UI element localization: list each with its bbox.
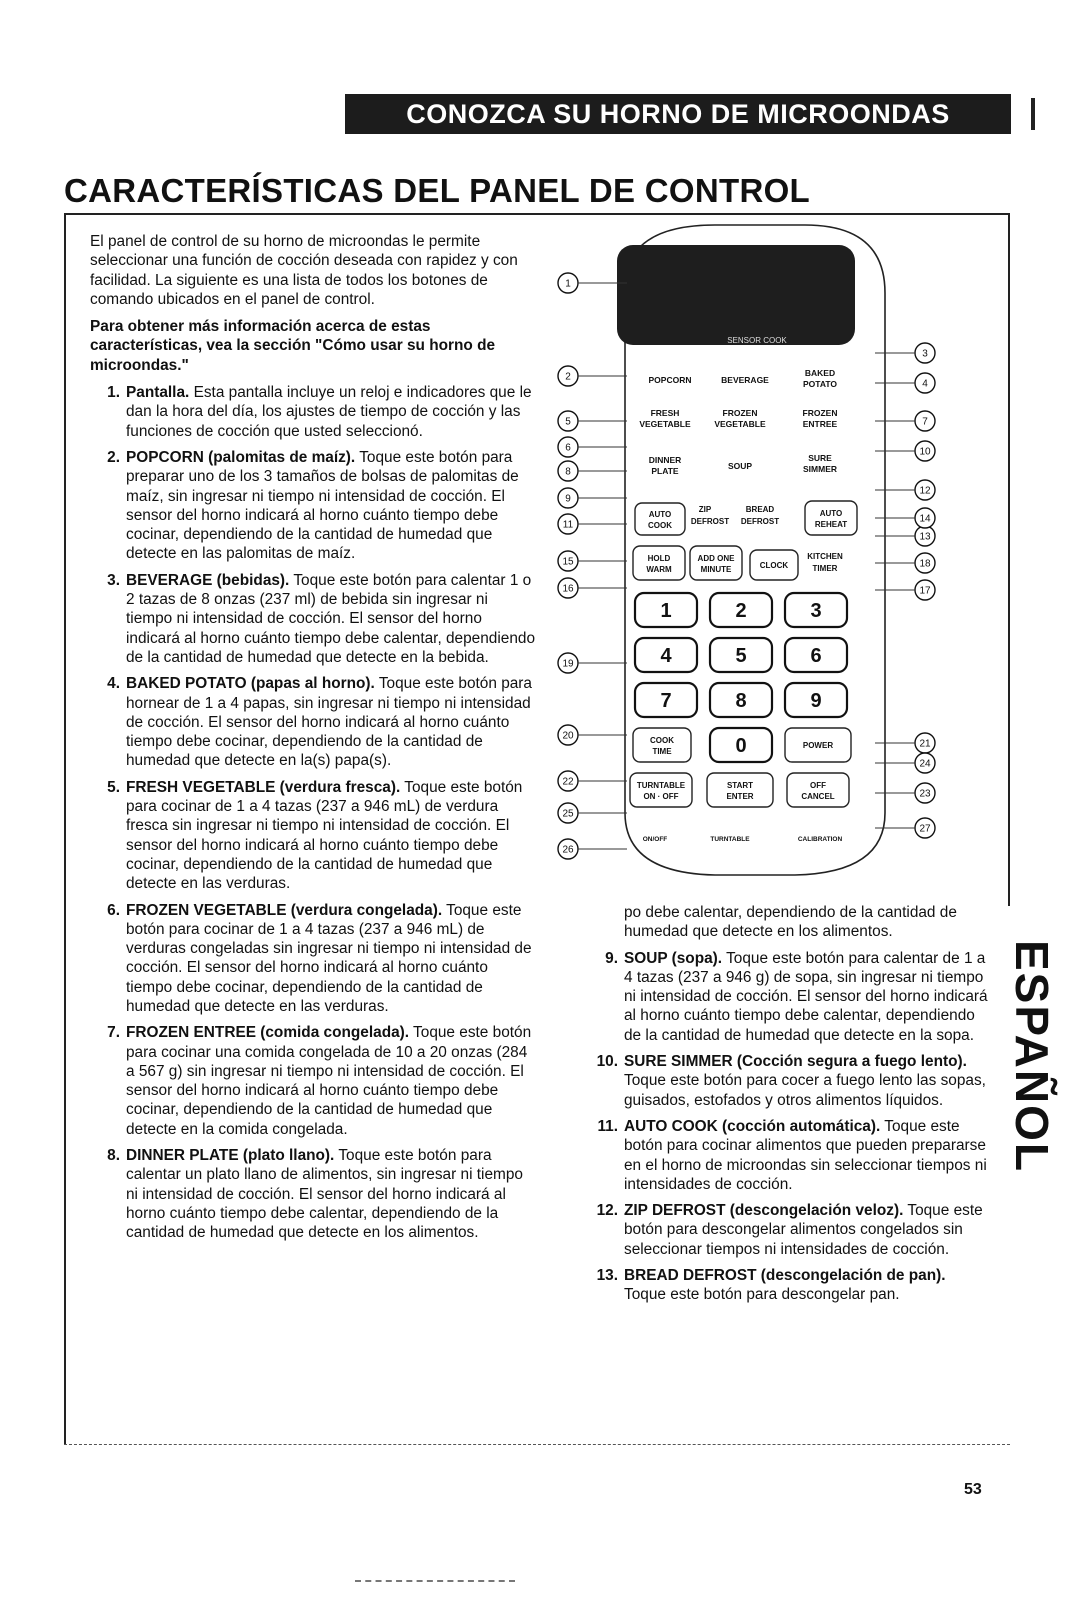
item-number: 7. [107, 1024, 120, 1042]
auto-reheat-button [805, 501, 857, 535]
list-item [90, 1146, 538, 1242]
turntable-button-label-2: ON · OFF [643, 792, 679, 801]
item-number: 9. [605, 949, 618, 967]
intro-note: Para obtener más información acerca de estas características, vea la sección "Cómo usar su horno de microondas." [90, 318, 496, 374]
item-text [126, 1023, 538, 1139]
auto-cook-button-label-2: COOK [648, 521, 672, 530]
callout-number: 20 [562, 730, 574, 742]
callout-number: 5 [565, 416, 571, 428]
list-item [90, 778, 538, 894]
item-description: Toque este botón para cocinar alimentos que pueden prepararse en el horno de microondas sin seleccionar tiempos ni intensidades de cocción. [624, 1117, 987, 1193]
dinner-plate-label-2: PLATE [651, 466, 679, 476]
item-heading: BREAD DEFROST (descongelación de pan). [624, 1267, 946, 1285]
off-button-label: OFF [810, 781, 826, 790]
start-button [707, 773, 773, 807]
item-number: 13. [596, 1267, 618, 1285]
footer-mark [355, 1580, 515, 1582]
kitchen-timer-label-2: TIMER [812, 564, 838, 573]
callout-number: 27 [919, 823, 931, 835]
number-key-label: 4 [660, 645, 672, 667]
callout-number: 1 [565, 278, 571, 290]
item-heading: POPCORN (palomitas de maíz). [126, 448, 356, 466]
frame-right-rule [1008, 213, 1010, 906]
add-minute-button [690, 546, 742, 580]
callout-number: 10 [919, 446, 931, 458]
hold-warm-button [633, 546, 685, 580]
number-key-label: 6 [810, 645, 822, 667]
item-8-continuation-text: po debe calentar, dependiendo de la cantidad de humedad que detecte en los alimentos. [624, 904, 957, 941]
callout-number: 6 [565, 442, 571, 454]
bread-defrost-label: BREAD [745, 505, 775, 514]
frame-bottom-rule [64, 1444, 1010, 1445]
callout-number: 15 [562, 556, 574, 568]
item-number [590, 903, 624, 942]
callout-number: 13 [919, 531, 931, 543]
callout-number: 25 [562, 808, 574, 820]
hold-warm-button-label: HOLD [647, 554, 671, 563]
item-description: Toque este botón para calentar de 1 a 4 tazas (237 a 946 g) de sopa, sin ingresar ni tiempo ni intensidad de cocción. El sensor del horno indicará al horno cuánto tiempo debe calentar, dependiendo de la cantidad de humedad que detecte en la sopa. [624, 949, 988, 1044]
callout-number: 24 [919, 758, 931, 770]
soup-label: SOUP [727, 461, 753, 471]
callout-number: 26 [562, 844, 574, 856]
beverage-label: BEVERAGE [721, 375, 769, 385]
banner-edge-mark [1031, 98, 1035, 130]
sure-simmer-label: SURE [808, 453, 832, 463]
item-heading: SOUP (sopa). [624, 949, 723, 967]
off-button [787, 773, 849, 807]
number-key-label: 2 [735, 600, 747, 622]
list-item [90, 901, 538, 1017]
number-key-label: 1 [660, 600, 672, 622]
left-text-column [90, 232, 538, 1250]
frozen-entree-label: FROZEN [802, 408, 838, 418]
frame-left-rule [64, 213, 66, 1445]
page-number: 53 [964, 1481, 982, 1498]
item-text [126, 674, 538, 770]
item-number: 5. [107, 778, 120, 796]
list-item [90, 674, 538, 770]
zip-defrost-label-2: DEFROST [690, 517, 730, 526]
number-key-label: 9 [810, 690, 822, 712]
section-banner: CONOZCA SU HORNO DE MICROONDAS [345, 94, 1011, 134]
item-number: 4. [107, 675, 120, 693]
callout-number: 12 [919, 485, 931, 497]
item-description: Toque este botón para cocer a fuego lento las sopas, guisados, estofados y otros alimentos líquidos. [624, 1072, 986, 1109]
intro-paragraph: El panel de control de su horno de microondas le permite seleccionar una función de cocción deseada con rapidez y con facilidad. La siguiente es una lista de todos los botones de comando ubicados en el panel de control. [90, 233, 518, 308]
item-text [126, 448, 538, 564]
kitchen-timer-label: KITCHEN [807, 552, 843, 561]
callout-number: 2 [565, 371, 571, 383]
list-item [90, 448, 538, 564]
item-description: Toque este botón para calentar un plato llano de alimentos, sin ingresar ni tiempo ni intensidad de cocción. El sensor del horno indicará al horno cuánto tiempo debe calentar, dependiendo de la cantidad de humedad que detecte en los alimentos. [126, 1147, 523, 1242]
item-description: Esta pantalla incluye un reloj e indicadores que le dan la hora del día, los ajustes de tiempo de cocción y las funciones de cocción que usted seleccionó. [126, 384, 532, 440]
callout-number: 7 [922, 416, 928, 428]
dinner-plate-label: DINNER [648, 455, 682, 465]
turntable-button [630, 773, 692, 807]
item-text [624, 1117, 990, 1194]
add-minute-button-label-2: MINUTE [700, 565, 732, 574]
item-number: 12. [596, 1202, 618, 1220]
item-number: 10. [596, 1053, 618, 1071]
cook-time-button-label: COOK [650, 736, 674, 745]
callout-number: 3 [922, 348, 928, 360]
item-heading: FROZEN ENTREE (comida congelada). [126, 1024, 410, 1042]
language-side-tab [1002, 940, 1062, 1173]
bottom-label-turntable: TURNTABLE [710, 836, 750, 843]
list-item [590, 1052, 990, 1110]
callout-number: 11 [562, 519, 574, 531]
item-number: 3. [107, 571, 120, 589]
off-button-label-2: CANCEL [801, 792, 835, 801]
item-text [126, 778, 538, 894]
hold-warm-button-label-2: WARM [646, 565, 672, 574]
list-item [90, 383, 538, 441]
item-text [624, 949, 990, 1045]
list-item [590, 949, 990, 1045]
baked-potato-label-2: POTATO [803, 379, 837, 389]
item-heading: SURE SIMMER (Cocción segura a fuego lento). [624, 1053, 967, 1071]
callout-number: 18 [919, 558, 931, 570]
auto-reheat-button-label: AUTO [819, 509, 843, 518]
auto-cook-button-label: AUTO [648, 510, 672, 519]
frozen-vegetable-label-2: VEGETABLE [714, 419, 766, 429]
item-heading: FROZEN VEGETABLE (verdura congelada). [126, 901, 443, 919]
item-description: Toque este botón para hornear de 1 a 4 papas, sin ingresar ni tiempo ni intensidad de cocción. El sensor del horno indicará al horno cuánto tiempo debe cocinar, dependiendo de la cantidad de humedad que detecte en la(s) papa(s). [126, 675, 532, 770]
number-key-label: 5 [735, 645, 747, 667]
frozen-entree-label-2: ENTREE [802, 419, 838, 429]
auto-cook-button [635, 503, 685, 535]
auto-reheat-button-label-2: REHEAT [814, 520, 848, 529]
callout-number: 21 [919, 738, 931, 750]
bottom-label-onoff: ON/OFF [642, 836, 668, 843]
callout-number: 23 [919, 788, 931, 800]
item-description: Toque este botón para descongelar pan. [624, 1286, 900, 1304]
control-panel-diagram [555, 213, 975, 893]
item-number: 11. [597, 1117, 618, 1135]
bread-defrost-label-2: DEFROST [740, 517, 780, 526]
bottom-label-calibration: CALIBRATION [797, 836, 843, 843]
number-key-label: 7 [660, 690, 672, 712]
callout-number: 4 [922, 378, 928, 390]
frozen-vegetable-label: FROZEN [722, 408, 758, 418]
item-heading: DINNER PLATE (plato llano). [126, 1147, 335, 1165]
clock-button-label: CLOCK [759, 561, 789, 570]
list-item [90, 1023, 538, 1139]
list-item [590, 1201, 990, 1259]
power-button-label: POWER [802, 741, 834, 750]
zip-defrost-label: ZIP [698, 505, 712, 514]
page-title: CARACTERÍSTICAS DEL PANEL DE CONTROL [64, 172, 811, 209]
number-key-label: 8 [735, 690, 747, 712]
cook-time-button-label-2: TIME [652, 747, 672, 756]
item-description: Toque este botón para cocinar de 1 a 4 tazas (237 a 946 mL) de verdura fresca sin ingresar ni tiempo ni intensidad de cocción. El sensor del horno indicará al horno cuánto tiempo debe cocinar, dependiendo de la cantidad de humedad que detecte en las verduras. [126, 778, 523, 893]
item-text [126, 383, 538, 441]
callout-number: 17 [919, 585, 931, 597]
item-description: Toque este botón para descongelar alimentos congelados sin seleccionar tiempos ni intensidades de cocción. [624, 1202, 983, 1258]
callout-number: 16 [562, 583, 574, 595]
item-text [624, 1201, 990, 1259]
item-text [126, 571, 538, 667]
item-heading: AUTO COOK (cocción automática). [624, 1117, 881, 1135]
item-description: Toque este botón para cocinar de 1 a 4 tazas (237 a 946 mL) de verduras congeladas sin ingresar ni tiempo ni intensidad de cocción. El sensor del horno indicará al horno cuánto tiempo debe cocinar, dependiendo de la cantidad de humedad que detecte en las verduras. [126, 901, 532, 1015]
display-label: SENSOR COOK [727, 336, 787, 345]
item-heading: Pantalla. [126, 384, 190, 402]
cook-time-button [633, 728, 691, 762]
list-item [90, 571, 538, 667]
add-minute-button-label: ADD ONE [697, 554, 735, 563]
callout-number: 9 [565, 493, 571, 505]
callout-number: 19 [562, 658, 574, 670]
start-button-label-2: ENTER [726, 792, 754, 801]
callout-number: 22 [562, 776, 574, 788]
turntable-button-label: TURNTABLE [636, 781, 686, 790]
item-heading: BEVERAGE (bebidas). [126, 571, 290, 589]
feature-list-right [590, 949, 990, 1305]
list-item-continuation [590, 903, 990, 942]
baked-potato-label: BAKED [804, 368, 836, 378]
callout-number: 8 [565, 466, 571, 478]
fresh-vegetable-label: FRESH [650, 408, 680, 418]
callout-number: 14 [919, 513, 931, 525]
item-number: 6. [107, 901, 120, 919]
item-number: 1. [107, 384, 120, 402]
item-text [126, 901, 538, 1017]
item-number: 2. [107, 448, 120, 466]
popcorn-label: POPCORN [648, 375, 692, 385]
item-text [126, 1146, 538, 1242]
item-description: Toque este botón para calentar 1 o 2 tazas de 8 onzas (237 ml) de bebida sin ingresar ni tiempo ni intensidad de cocción. El sensor del horno indicará al horno cuánto tiempo debe calentar, dependiendo de la cantidad de humedad que detecte en la bebida. [126, 571, 536, 666]
sure-simmer-label-2: SIMMER [803, 464, 837, 474]
right-text-column [590, 903, 990, 1312]
item-description: Toque este botón para preparar uno de los 3 tamaños de bolsas de palomitas de maíz, sin ingresar ni tiempo ni intensidad de cocción. El sensor del horno indicará al horno cuánto tiempo debe cocinar, dependiendo de la cantidad de humedad que detecte en las palomitas de maíz. [126, 448, 519, 563]
item-heading: BAKED POTATO (papas al horno). [126, 675, 375, 693]
language-label: ESPAÑOL [1006, 940, 1058, 1173]
start-button-label: START [726, 781, 754, 790]
list-item [590, 1266, 990, 1305]
list-item [590, 1117, 990, 1194]
item-text [624, 1052, 990, 1110]
item-text [624, 1266, 990, 1305]
item-heading: FRESH VEGETABLE (verdura fresca). [126, 778, 401, 796]
number-key-label: 0 [735, 735, 747, 757]
feature-list-left [90, 383, 538, 1242]
number-key-label: 3 [810, 600, 822, 622]
fresh-vegetable-label-2: VEGETABLE [639, 419, 691, 429]
item-number: 8. [107, 1147, 120, 1165]
display-screen [617, 245, 855, 345]
item-description: Toque este botón para cocinar una comida congelada de 10 a 20 onzas (284 a 567 g) sin ingresar ni tiempo ni intensidad de cocción. El sensor del horno indicará al horno cuánto tiempo debe cocinar, dependiendo de la cantidad de humedad que detecte en la comida congelada. [126, 1024, 532, 1138]
item-heading: ZIP DEFROST (descongelación veloz). [624, 1202, 904, 1220]
